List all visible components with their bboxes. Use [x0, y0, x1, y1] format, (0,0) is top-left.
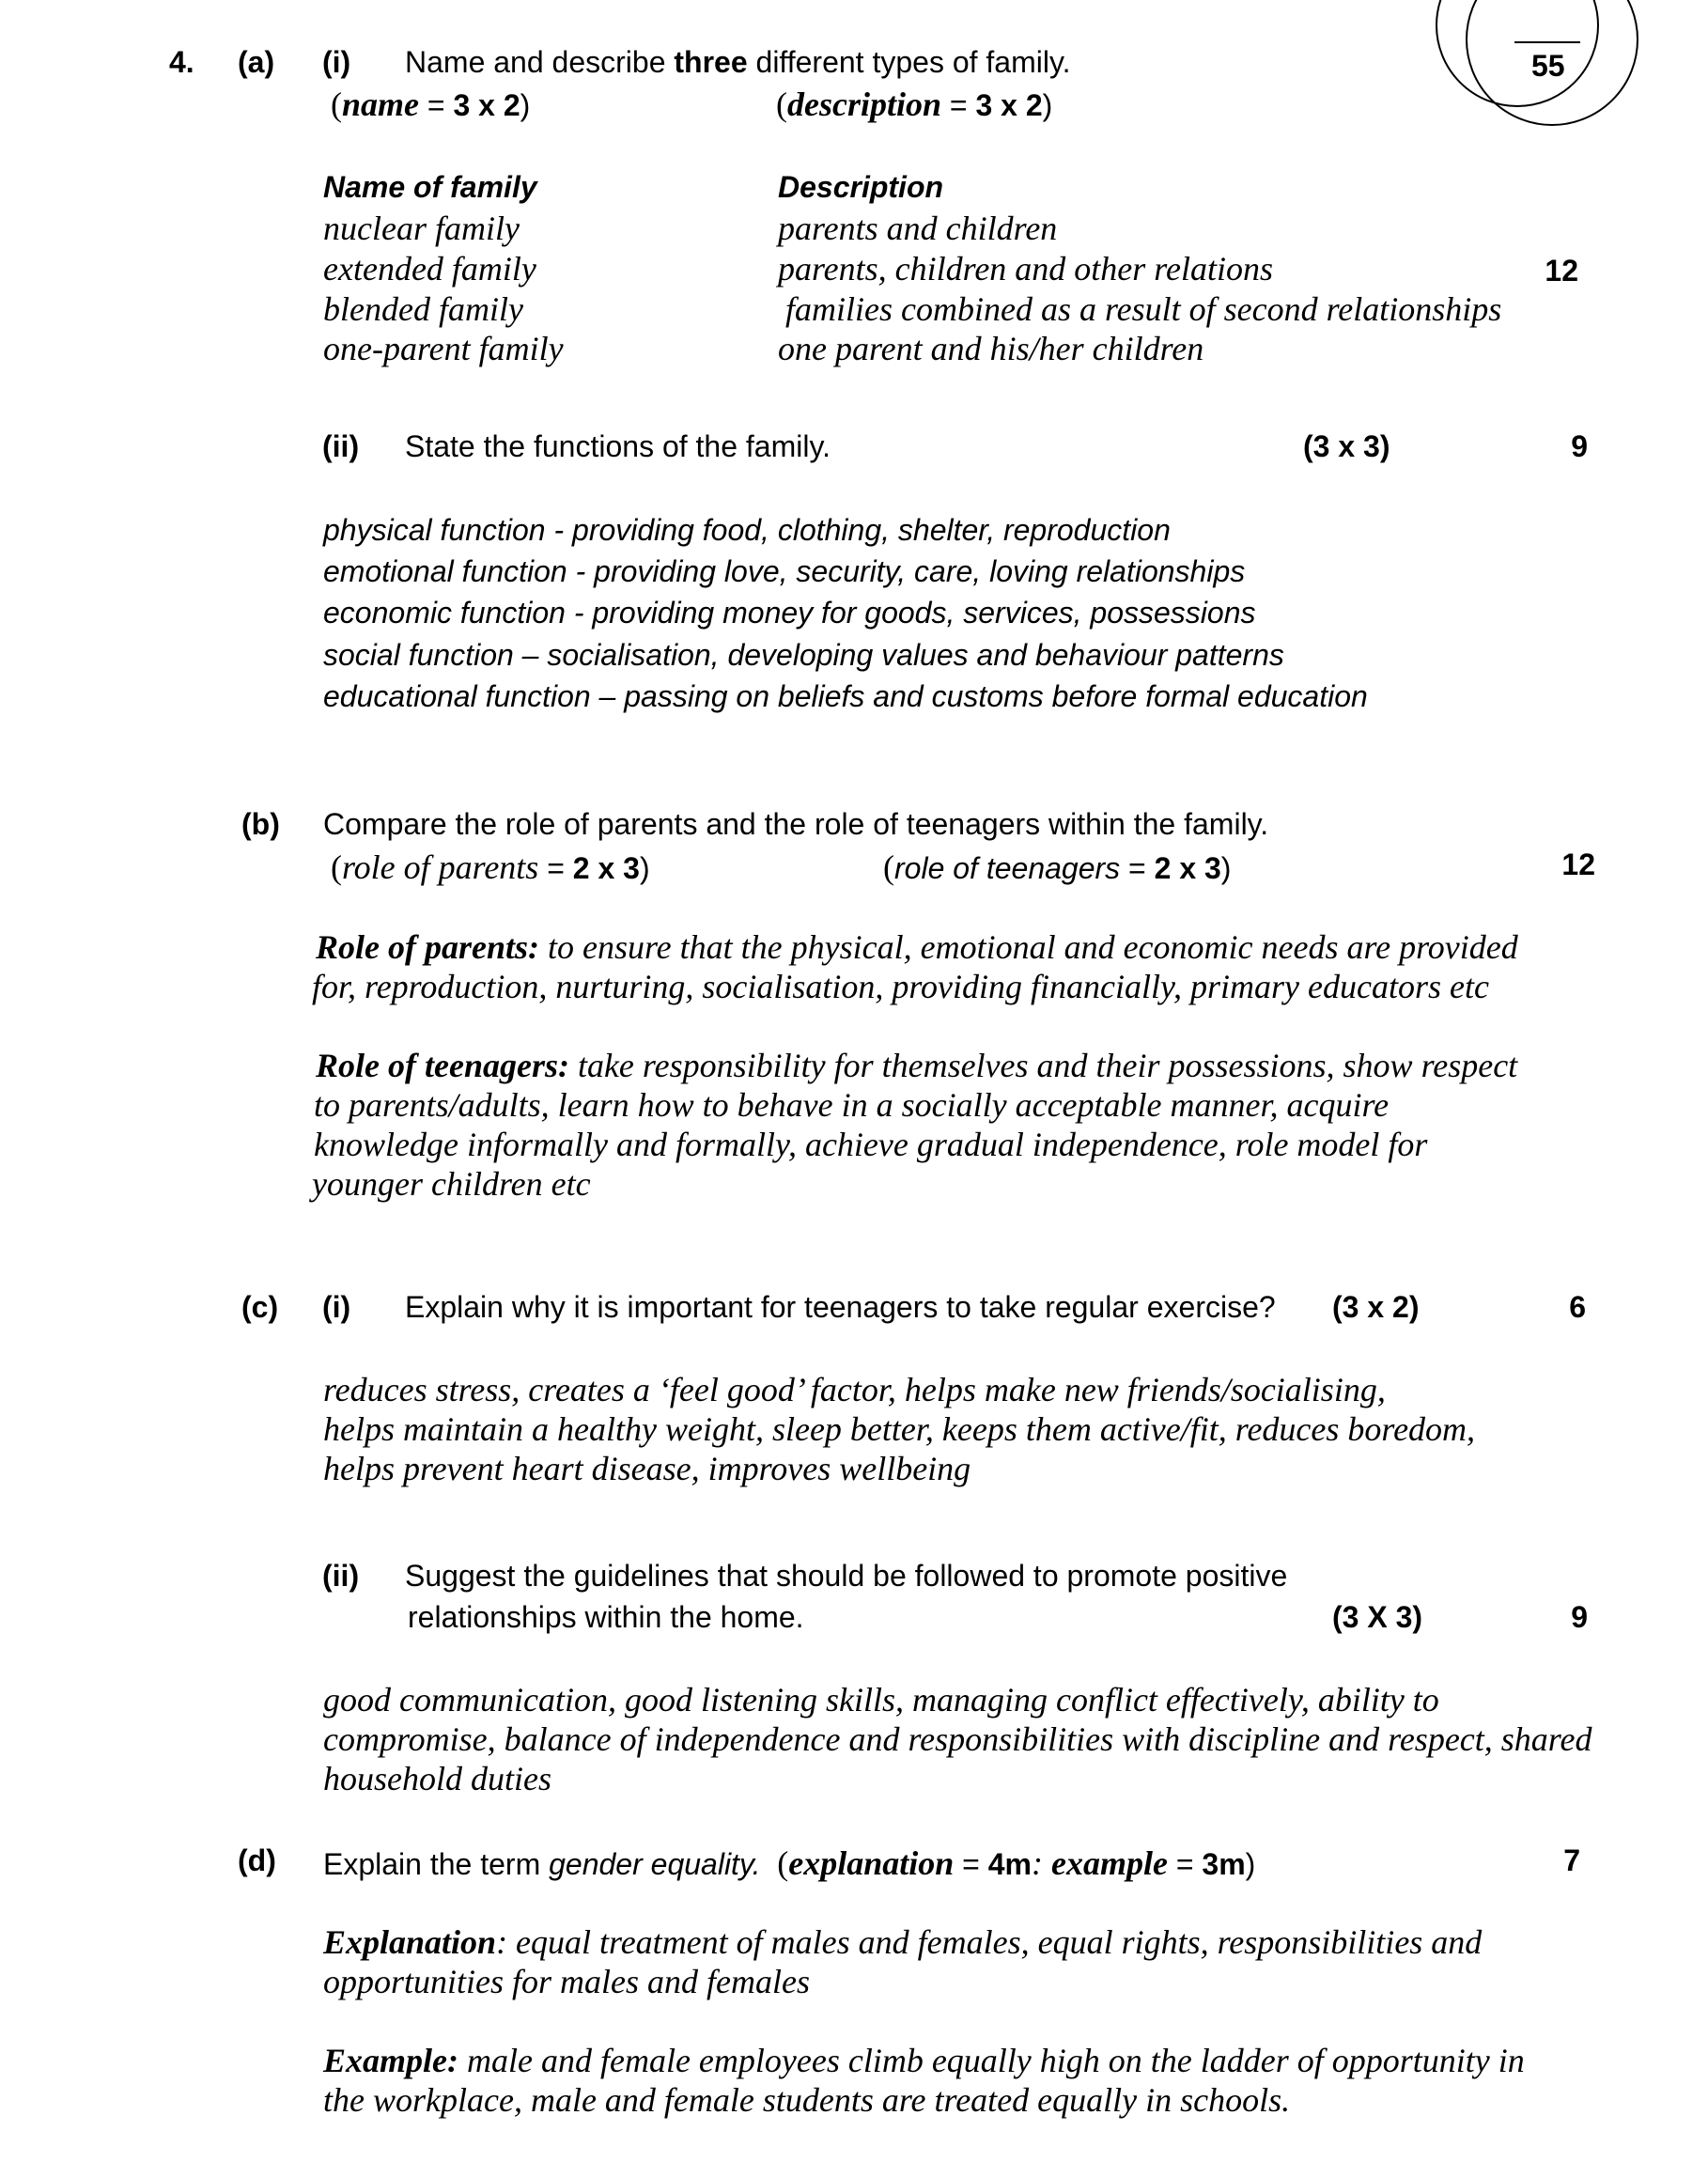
part-b-letter: (b) — [241, 807, 280, 841]
family-name-row: extended family — [323, 250, 536, 288]
example-text: male and female employees climb equally high on the ladder of opportunity in — [458, 2042, 1525, 2079]
explanation-text: : equal treatment of males and females, equal rights, responsibilities and — [496, 1923, 1483, 1961]
part-c-ii-numeral: (ii) — [322, 1559, 360, 1593]
part-c-i-question: Explain why it is important for teenagers to take regular exercise? — [405, 1290, 1276, 1324]
relationship-answer: household duties — [323, 1760, 551, 1797]
part-a-ii-numeral: (ii) — [322, 429, 360, 463]
example-heading: Example: — [323, 2042, 458, 2079]
total-marks-rule — [1514, 41, 1580, 43]
relationship-answer: good communication, good listening skills, managing conflict effectively, ability to — [323, 1681, 1439, 1719]
alloc-label: role of teenagers — [894, 851, 1121, 885]
alloc-value: 4m — [987, 1847, 1032, 1881]
part-a-letter: (a) — [238, 45, 275, 79]
parents-text: to ensure that the physical, emotional and economic needs are provided — [539, 928, 1518, 966]
relationship-answer: compromise, balance of independence and responsibilities with discipline and respect, shared — [323, 1720, 1592, 1758]
part-a-ii-marks: 9 — [1571, 429, 1588, 463]
part-c-i-numeral: (i) — [322, 1290, 351, 1324]
explanation-line: opportunities for males and females — [323, 1963, 810, 2000]
parents-answer-line: for, reproduction, nurturing, socialisation, providing financially, primary educators etc — [312, 968, 1489, 1005]
family-desc-row: parents, children and other relations — [778, 250, 1273, 288]
function-answer: emotional function - providing love, security, care, loving relationships — [323, 554, 1246, 588]
family-name-row: blended family — [323, 290, 523, 328]
part-d-question: Explain the term gender equality. (explanation = 4m: example = 3m) — [323, 1844, 1256, 1882]
question-text: Explain the term — [323, 1847, 550, 1881]
alloc-value: 3 x 2 — [453, 88, 520, 122]
part-a-i-marks: 12 — [1545, 254, 1578, 288]
col-desc-header: Description — [778, 170, 944, 204]
part-a-i-alloc-desc: (description = 3 x 2) — [776, 86, 1053, 123]
teens-text: take responsibility for themselves and their possessions, show respect — [568, 1047, 1518, 1084]
question-term: gender equality. — [549, 1847, 761, 1881]
family-name-row: nuclear family — [323, 210, 520, 247]
function-answer: educational function – passing on beliefs and customs before formal education — [323, 679, 1368, 713]
part-d-letter: (d) — [238, 1843, 276, 1877]
alloc-label: explanation — [788, 1844, 955, 1882]
family-desc-row: one parent and his/her children — [778, 330, 1204, 367]
explanation-line — [323, 1922, 1482, 1962]
part-a-i-numeral: (i) — [322, 45, 351, 79]
total-marks: 55 — [1531, 49, 1565, 83]
question-number: 4. — [169, 45, 194, 79]
alloc-value: 2 x 3 — [1154, 851, 1221, 885]
part-a-i-alloc-name: (name = 3 x 2) — [331, 86, 531, 123]
part-b-alloc-parents: (role of parents = 2 x 3) — [331, 848, 650, 886]
part-c-letter: (c) — [241, 1290, 279, 1324]
part-b-marks: 12 — [1561, 848, 1595, 881]
exercise-answer: helps maintain a healthy weight, sleep better, keeps them active/fit, reduces boredom, — [323, 1410, 1476, 1448]
question-emphasis: three — [674, 45, 748, 79]
function-answer: economic function - providing money for goods, services, possessions — [323, 596, 1256, 630]
teens-answer-line: to parents/adults, learn how to behave in a socially acceptable manner, acquire — [314, 1086, 1390, 1124]
question-text: Name and describe — [405, 45, 675, 79]
alloc-label: name — [342, 86, 420, 123]
alloc-label: example — [1050, 1844, 1168, 1882]
parents-answer-line — [316, 927, 1518, 967]
teens-answer-line: younger children etc — [312, 1165, 591, 1203]
part-c-ii-marks: 9 — [1571, 1600, 1588, 1634]
function-answer: physical function - providing food, clothing, shelter, reproduction — [323, 513, 1171, 547]
example-line: the workplace, male and female students are treated equally in schools. — [323, 2081, 1291, 2119]
teens-heading: Role of teenagers: — [316, 1047, 569, 1084]
part-c-ii-alloc: (3 X 3) — [1332, 1600, 1423, 1634]
alloc-value: 3m — [1202, 1847, 1246, 1881]
parents-heading: Role of parents: — [316, 928, 539, 966]
question-text-end: different types of family. — [747, 45, 1071, 79]
family-desc-row: families combined as a result of second relationships — [785, 290, 1502, 328]
col-name-header: Name of family — [323, 170, 537, 204]
explanation-heading: Explanation — [323, 1923, 497, 1961]
family-name-row: one-parent family — [323, 330, 564, 367]
part-c-i-marks: 6 — [1569, 1290, 1586, 1324]
part-d-marks: 7 — [1563, 1843, 1580, 1877]
alloc-label: role of parents — [342, 848, 539, 886]
family-desc-row: parents and children — [778, 210, 1058, 247]
example-line — [323, 2041, 1525, 2080]
part-b-alloc-teens: (role of teenagers = 2 x 3) — [883, 848, 1232, 886]
alloc-value: 3 x 2 — [975, 88, 1043, 122]
part-b-question: Compare the role of parents and the role of teenagers within the family. — [323, 807, 1269, 841]
teens-answer-line: knowledge informally and formally, achieve gradual independence, role model for — [314, 1126, 1428, 1163]
alloc-label: description — [787, 86, 942, 123]
part-c-ii-question-cont: relationships within the home. — [408, 1600, 804, 1634]
part-c-ii-question: Suggest the guidelines that should be followed to promote positive — [405, 1559, 1288, 1593]
part-a-ii-question: State the functions of the family. — [405, 429, 831, 463]
exercise-answer: helps prevent heart disease, improves wellbeing — [323, 1450, 971, 1487]
part-a-i-question — [405, 45, 1070, 80]
part-a-ii-alloc: (3 x 3) — [1303, 429, 1390, 463]
teens-answer-line — [316, 1046, 1517, 1085]
part-c-i-alloc: (3 x 2) — [1332, 1290, 1420, 1324]
exercise-answer: reduces stress, creates a ‘feel good’ factor, helps make new friends/socialising, — [323, 1371, 1386, 1408]
function-answer: social function – socialisation, developing values and behaviour patterns — [323, 638, 1284, 672]
alloc-value: 2 x 3 — [572, 851, 640, 885]
